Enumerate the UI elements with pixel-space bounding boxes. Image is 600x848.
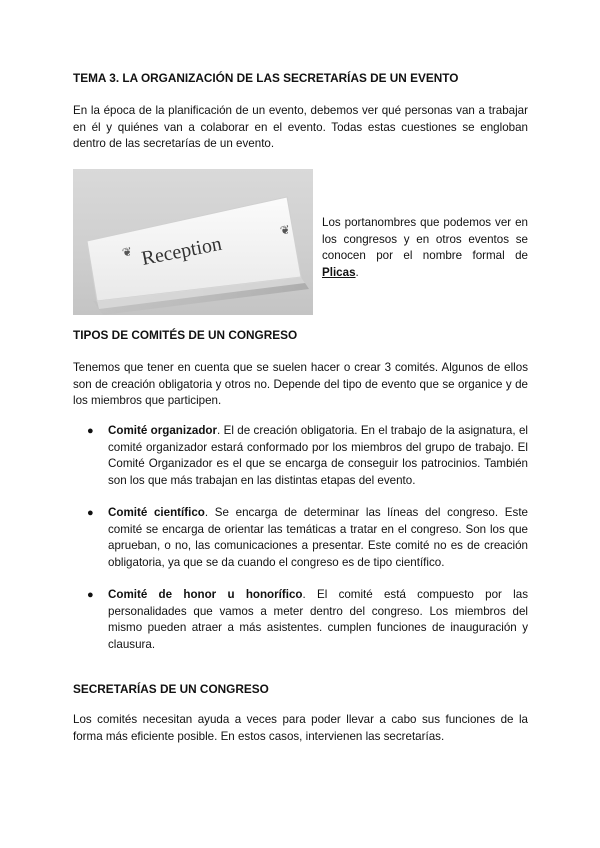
- committee-name: Comité de honor u honorífico: [108, 588, 303, 601]
- committee-name: Comité organizador: [108, 424, 218, 437]
- bullet-icon: ●: [87, 425, 94, 437]
- plicas-term: Plicas: [322, 265, 356, 279]
- reception-sign-illustration: [73, 169, 313, 315]
- committee-item-organizador: [73, 423, 528, 489]
- bullet-icon: ●: [87, 589, 94, 601]
- ornament-right-icon: ❦: [278, 222, 292, 238]
- photo-caption: [322, 215, 528, 281]
- committee-item-honor: [73, 587, 528, 653]
- types-heading: TIPOS DE COMITÉS DE UN CONGRESO: [73, 328, 298, 342]
- ornament-left-icon: ❦: [120, 244, 134, 260]
- committee-name: Comité científico: [108, 506, 205, 519]
- caption-text: Los portanombres que podemos ver en los congresos y en otros eventos se conocen por el nombre formal de: [322, 216, 528, 262]
- bullet-icon: ●: [87, 507, 94, 519]
- sign-text: Reception: [139, 232, 224, 270]
- reception-sign-photo: [73, 169, 313, 315]
- committee-description: . El comité está compuesto por las personalidades que vamos a meter dentro del congreso. Los miembros del mismo pueden atraer a más asistentes. cumplen funciones de inauguración y clausura.: [108, 588, 528, 651]
- committee-list: [73, 423, 528, 653]
- committee-description: . El de creación obligatoria. En el trabajo de la asignatura, el comité organizador estará conformado por los miembros del grupo de trabajo. El Comité Organizador es el que se encarga de conseguir los patrocinios. También son los que más trabajan en las distintas etapas del evento.: [108, 424, 528, 487]
- secretarias-heading: SECRETARÍAS DE UN CONGRESO: [73, 682, 269, 696]
- caption-end: .: [355, 265, 359, 279]
- committee-description: . Se encarga de determinar las líneas del congreso. Este comité se encarga de orientar las temáticas a tratar en el congreso. Son los que aprueban, o no, las comunicaciones a presentar. Este comité no es de creación obligatoria, ya que se da cuando el congreso es de tipo científico.: [108, 506, 528, 569]
- secretarias-paragraph: Los comités necesitan ayuda a veces para poder llevar a cabo sus funciones de la forma más eficiente posible. En estos casos, intervienen las secretarías.: [73, 713, 528, 743]
- main-heading: TEMA 3. LA ORGANIZACIÓN DE LAS SECRETARÍAS DE UN EVENTO: [73, 71, 459, 85]
- figure-row: [73, 169, 528, 315]
- types-intro-paragraph: Tenemos que tener en cuenta que se suelen hacer o crear 3 comités. Algunos de ellos son de creación obligatoria y otros no. Depende del tipo de evento que se organice y de los miembros que participen.: [73, 361, 528, 407]
- committee-item-cientifico: [73, 505, 528, 571]
- intro-paragraph: En la época de la planificación de un evento, debemos ver qué personas van a trabajar en él y quiénes van a colaborar en el evento. Todas estas cuestiones se engloban dentro de las secretarías de un evento.: [73, 104, 528, 150]
